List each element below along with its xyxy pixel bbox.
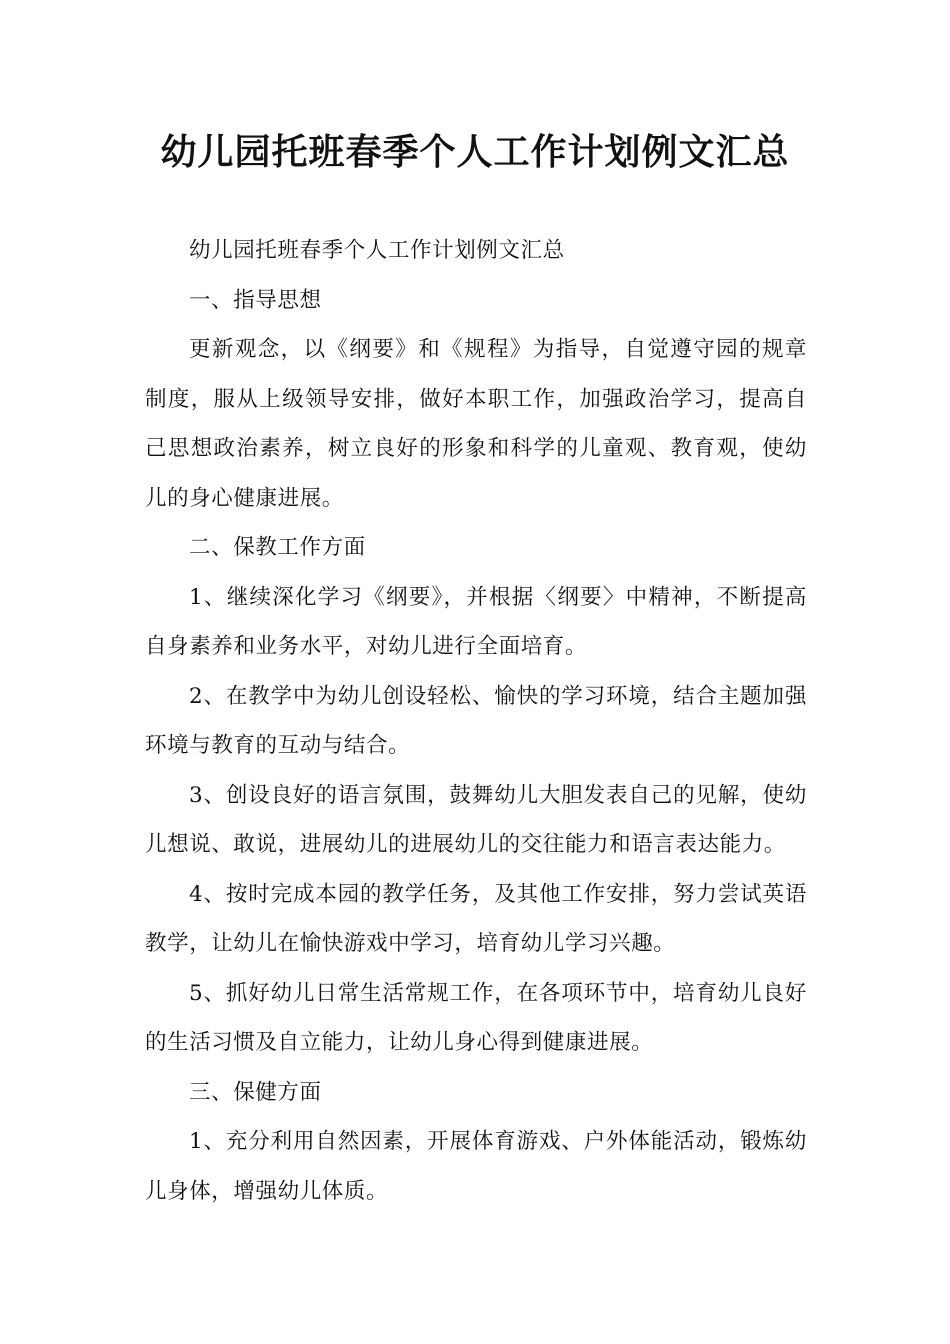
document-title: 幼儿园托班春季个人工作计划例文汇总 xyxy=(160,132,790,173)
paragraph-education-item-2: 2、在教学中为幼儿创设轻松、愉快的学习环境，结合主题加强环境与教育的互动与结合。 xyxy=(145,683,807,758)
paragraph-guiding-ideology: 更新观念，以《纲要》和《规程》为指导，自觉遵守园的规章制度，服从上级领导安排，做好本职工作，加强政治学习，提高自己思想政治素养，树立良好的形象和科学的儿童观、教育观，使幼儿的身心健康进展。 xyxy=(145,337,807,511)
paragraph-subtitle: 幼儿园托班春季个人工作计划例文汇总 xyxy=(189,238,565,263)
document-body xyxy=(145,226,807,1216)
paragraph-education-item-3: 3、创设良好的语言氛围，鼓舞幼儿大胆发表自己的见解，使幼儿想说、敢说，进展幼儿的进展幼儿的交往能力和语言表达能力。 xyxy=(145,782,807,857)
section-heading-guiding-ideology: 一、指导思想 xyxy=(189,287,322,313)
paragraph-education-item-1: 1、继续深化学习《纲要》，并根据〈纲要〉中精神，不断提高自身素养和业务水平，对幼儿进行全面培育。 xyxy=(145,584,807,659)
section-heading-health-care: 三、保健方面 xyxy=(189,1079,322,1105)
paragraph-education-item-4: 4、按时完成本园的教学任务，及其他工作安排，努力尝试英语教学，让幼儿在愉快游戏中学习，培育幼儿学习兴趣。 xyxy=(145,881,807,956)
paragraph-health-item-1: 1、充分利用自然因素，开展体育游戏、户外体能活动，锻炼幼儿身体，增强幼儿体质。 xyxy=(145,1129,807,1204)
paragraph-education-item-5: 5、抓好幼儿日常生活常规工作，在各项环节中，培育幼儿良好的生活习惯及自立能力，让幼儿身心得到健康进展。 xyxy=(145,980,807,1055)
section-heading-education-work: 二、保教工作方面 xyxy=(189,535,366,560)
